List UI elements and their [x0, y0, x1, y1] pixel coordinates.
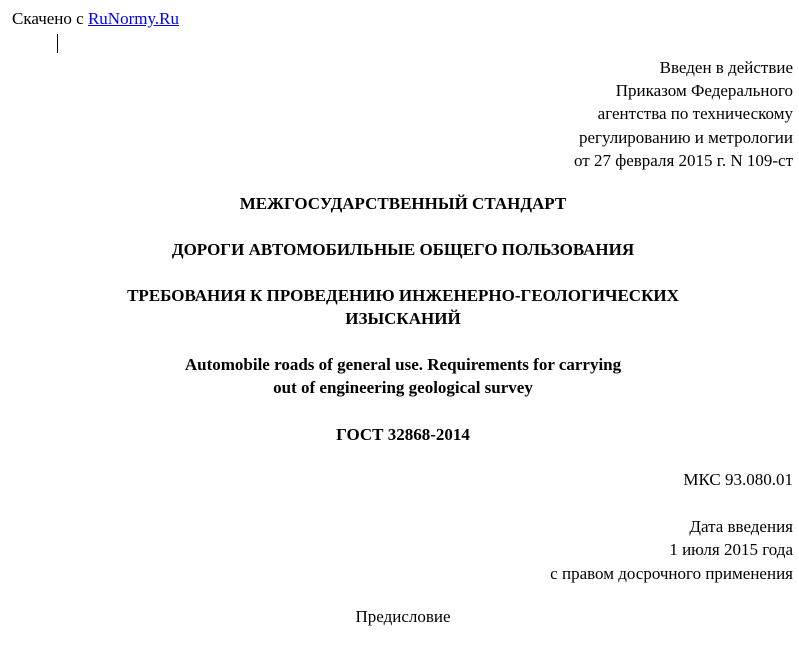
approval-line: Введен в действие [659, 58, 793, 77]
approval-line: регулированию и метрологии [578, 127, 793, 147]
title-en-line2: out of engineering geological survey [273, 378, 533, 397]
approval-line: Приказом Федерального [615, 81, 793, 101]
subtitle-ru-line1: ТРЕБОВАНИЯ К ПРОВЕДЕНИЮ ИНЖЕНЕРНО-ГЕОЛОГИЧЕСКИХ [127, 286, 679, 305]
subtitle-ru-line2: ИЗЫСКАНИЙ [345, 309, 461, 328]
intro-date-label: Дата введения [689, 517, 793, 536]
title-en-heading [0, 353, 799, 399]
title-en-line1: Automobile roads of general use. Requirements for carrying [184, 355, 622, 374]
subtitle-ru-heading [0, 284, 799, 330]
intro-date-value: 1 июля 2015 года [669, 540, 793, 560]
standard-type-heading: МЕЖГОСУДАРСТВЕННЫЙ СТАНДАРТ [239, 194, 567, 213]
intro-date-note: с правом досрочного применения [550, 563, 793, 583]
text-cursor [57, 34, 58, 53]
runormy-link[interactable]: RuNormy.Ru [87, 9, 179, 28]
approval-line: агентства по техническому [597, 104, 793, 124]
intro-date-block [550, 515, 793, 585]
source-prefix: Скачено с [12, 9, 88, 28]
approval-block [574, 56, 793, 172]
title-ru-heading: ДОРОГИ АВТОМОБИЛЬНЫЕ ОБЩЕГО ПОЛЬЗОВАНИЯ [171, 240, 635, 259]
source-line [12, 8, 179, 30]
gost-number: ГОСТ 32868-2014 [336, 425, 470, 444]
mks-code: МКС 93.080.01 [683, 470, 793, 489]
foreword-heading: Предисловие [355, 607, 451, 626]
approval-line: от 27 февраля 2015 г. N 109-ст [573, 150, 793, 170]
